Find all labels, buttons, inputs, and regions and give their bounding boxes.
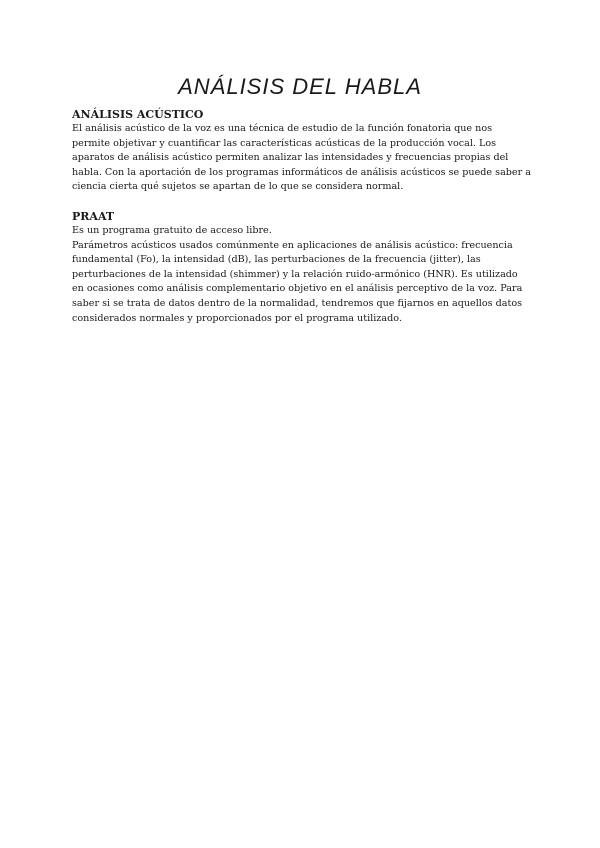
section-analisis-acustico xyxy=(72,108,532,195)
paragraph: Es un programa gratuito de acceso libre. xyxy=(72,224,272,236)
section-heading: PRAAT xyxy=(72,209,115,223)
document-body xyxy=(72,108,532,326)
section-praat xyxy=(72,210,532,326)
paragraph: El análisis acústico de la voz es una técnica de estudio de la función fonatoria que nos permite objetivar y cuantificar las características acústicas de la producción vocal. Los aparatos de análisis acústico permiten analizar las intensidades y frecuencias propias del habla. Con la aportación de los programas informáticos de análisis acústicos se puede saber a ciencia cierta qué sujetos se apartan de lo que se considera normal. xyxy=(72,123,531,193)
section-heading: ANÁLISIS ACÚSTICO xyxy=(72,108,204,121)
paragraph: Parámetros acústicos usados comúnmente en aplicaciones de análisis acústico: frecuencia fundamental (Fo), la intensidad (dB), las perturbaciones de la frecuencia (jitter), las perturbaciones de la intensidad (shimmer) y la relación ruido-armónico (HNR). Es utilizado en ocasiones como análisis complementario objetivo en el análisis perceptivo de la voz. Para saber si se trata de datos dentro de la normalidad, tendremos que fijarnos en aquellos datos considerados normales y proporcionados por el programa utilizado. xyxy=(72,239,523,324)
document-title: ANÁLISIS DEL HABLA xyxy=(178,74,422,99)
